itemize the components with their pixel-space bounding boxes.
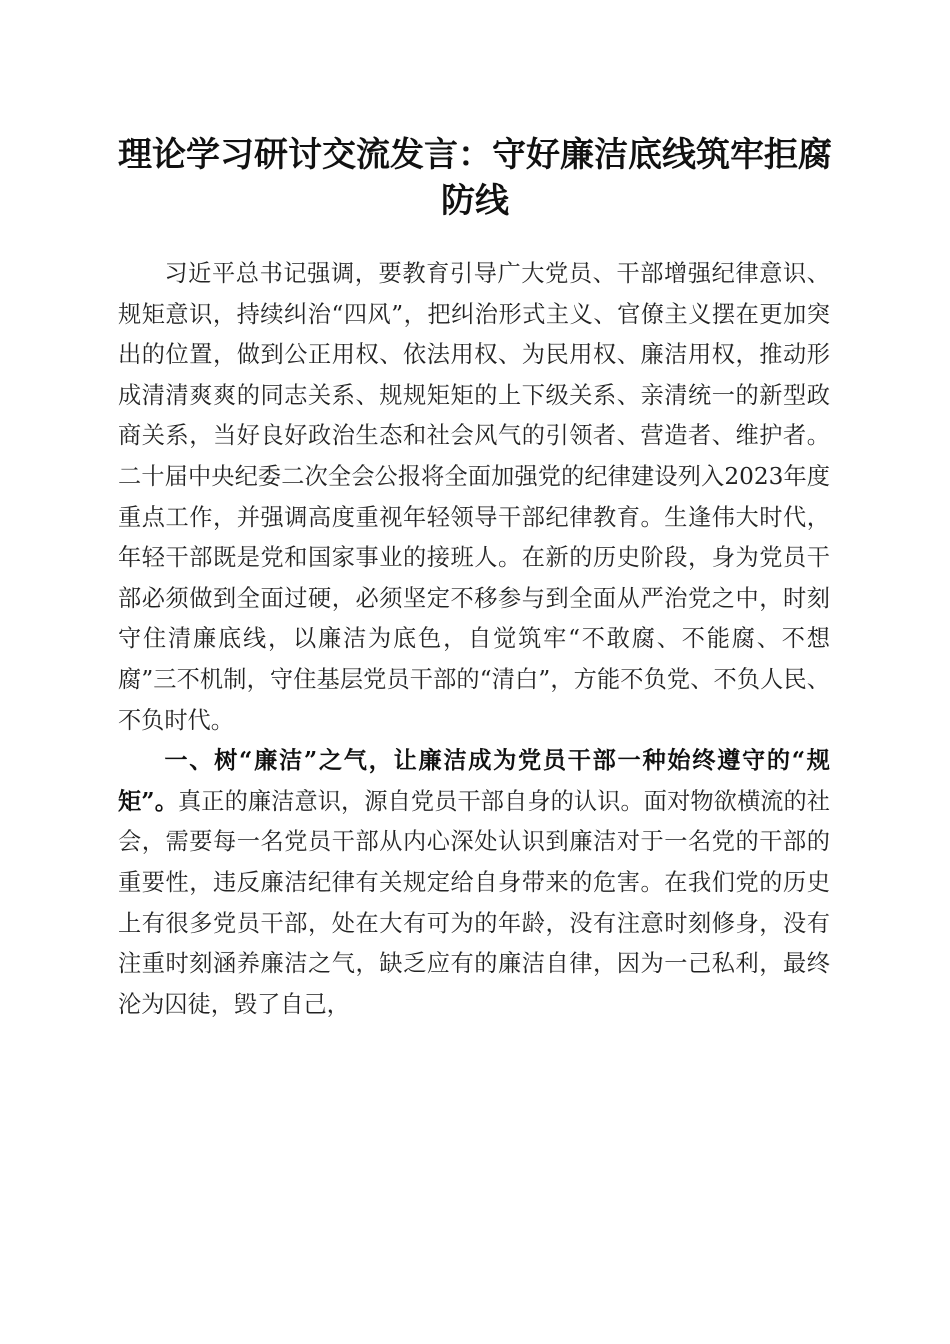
intro-paragraph	[118, 254, 830, 741]
section-one-text: 真正的廉洁意识，源自党员干部自身的认识。面对物欲横流的社会，需要每一名党员干部从内心深处认识到廉洁对于一名党的干部的重要性，违反廉洁纪律有关规定给自身带来的危害。在我们党的历史上有很多党员干部，处在大有可为的年龄，没有注意时刻修身，没有注重时刻涵养廉洁之气，缺乏应有的廉洁自律，因为一己私利，最终沦为囚徒，毁了自己，	[118, 787, 830, 1018]
document-title: 理论学习研讨交流发言：守好廉洁底线筑牢拒腐防线	[118, 135, 832, 221]
section-one-heading: 一、树“廉洁”之气，让廉洁成为党员干部一种始终遵守的“规矩”。	[118, 747, 830, 815]
document-body	[118, 254, 830, 1025]
section-one-paragraph	[118, 741, 830, 1025]
intro-paragraph-text: 习近平总书记强调，要教育引导广大党员、干部增强纪律意识、规矩意识，持续纠治“四风”，把纠治形式主义、官僚主义摆在更加突出的位置，做到公正用权、依法用权、为民用权、廉洁用权，推动形成清清爽爽的同志关系、规规矩矩的上下级关系、亲清统一的新型政商关系，当好良好政治生态和社会风气的引领者、营造者、维护者。二十届中央纪委二次全会公报将全面加强党的纪律建设列入2023年度重点工作，并强调高度重视年轻领导干部纪律教育。生逢伟大时代，年轻干部既是党和国家事业的接班人。在新的历史阶段，身为党员干部必须做到全面过硬，必须坚定不移参与到全面从严治党之中，时刻守住清廉底线，以廉洁为底色，自觉筑牢“不敢腐、不能腐、不想腐”三不机制，守住基层党员干部的“清白”，方能不负党、不负人民、不负时代。	[118, 260, 830, 734]
